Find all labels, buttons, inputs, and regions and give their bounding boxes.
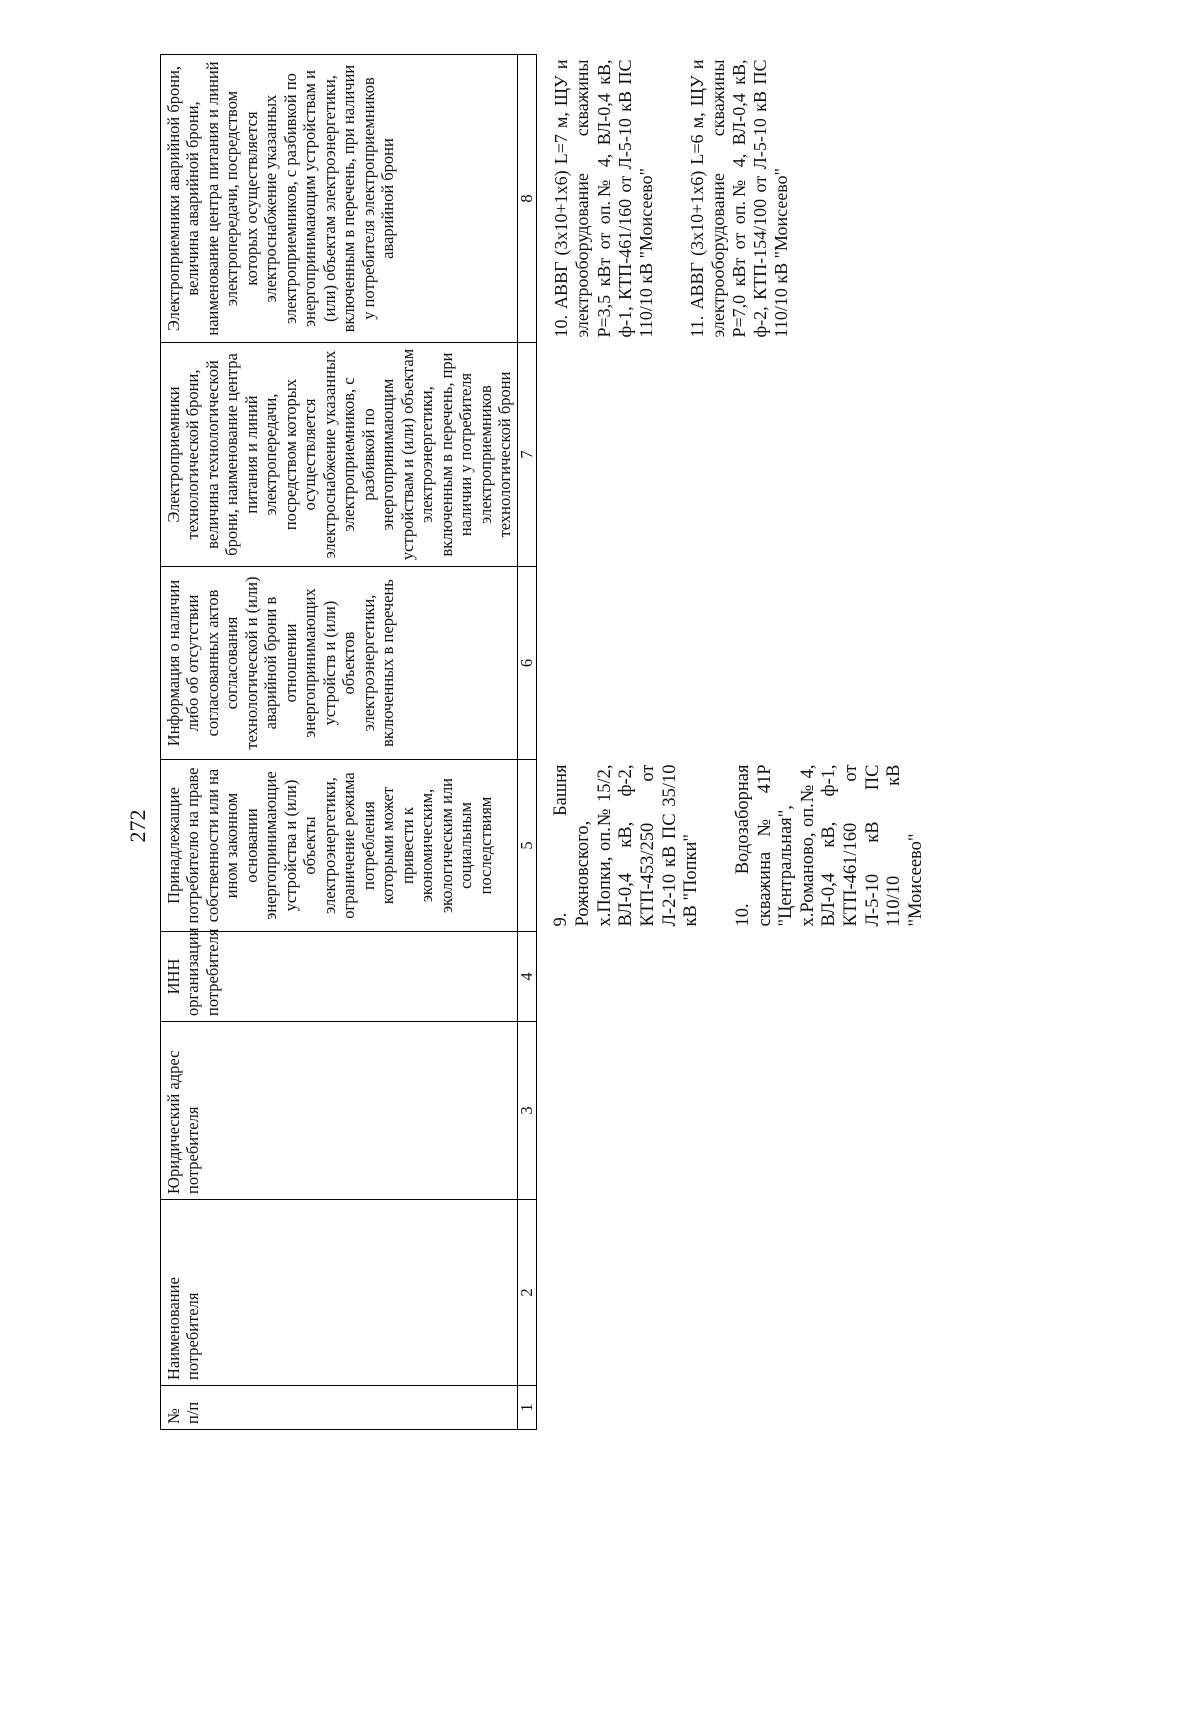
cell-acts-info (537, 567, 931, 760)
column-number: 3 (518, 1022, 537, 1200)
header-consumer-name: Наименование потребителя (161, 1200, 518, 1386)
header-emergency-reserve: Электроприемники аварийной брони, величина аварийной брони, наименование центра питания и линий электропередачи, посредством которых осуществляется электроснабжение указанных электроприемников, с разбивкой по энергопринимающим устройствам и (или) объектам электроэнергетики, включенным в перечень, при наличии у потребителя электроприемников аварийной брони (161, 55, 518, 343)
table-row (537, 55, 931, 1430)
emergency-entry: 11. АВВГ (3х10+1х6) L=6 м, ЩУ и электрооборудование скважины P=7,0 кВт от оп.№ 4, ВЛ-0,4 кВ, ф-2, КТП-154/100 от Л-5-10 кВ ПС 110/10 кВ "Моисеево" (686, 59, 791, 338)
header-devices: Принадлежащие потребителю на праве собственности или на ином законном основании энергопринимающие устройства и (или) объекты электроэнергетики, ограничение режима потребления которыми может привести к экономическим, экологическим или социальным последствиям (161, 760, 518, 932)
column-number: 8 (518, 55, 537, 343)
header-tech-reserve: Электроприемники технологической брони, величина технологической брони, наименование центра питания и линий электропередачи, посредством которых осуществляется электроснабжение указанных электроприемников, с разбивкой по энергопринимающим устройствам и (или) объектам электроэнергетики, включенным в перечень, при наличии у потребителя электроприемников технологической брони (161, 343, 518, 567)
cell-index (537, 1386, 931, 1430)
page-number: 272 (125, 809, 150, 843)
consumer-table (160, 54, 931, 1430)
cell-consumer-name (537, 1200, 931, 1386)
device-entry: 10. Водозаборная скважина № 41Р "Центральная", х.Романово, оп.№ 4, ВЛ-0,4 кВ, ф-1, КТП-461/160 от Л-5-10 кВ ПС 110/10 кВ "Моисеево" (732, 764, 927, 927)
device-entry: 9. Башня Рожновского, х.Попки, оп.№ 15/2, ВЛ-0,4 кВ, ф-2, КТП-453/250 от Л-2-10 кВ ПС 35/10 кВ "Попки" (551, 764, 702, 927)
cell-devices (537, 760, 931, 932)
column-number: 7 (518, 343, 537, 567)
cell-legal-address (537, 1022, 931, 1200)
cell-emergency-reserve (537, 55, 931, 343)
column-number: 4 (518, 932, 537, 1022)
header-legal-address: Юридический адрес потребителя (161, 1022, 518, 1200)
header-row (161, 55, 518, 1430)
header-index: № п/п (161, 1386, 518, 1430)
rotated-table-frame (160, 55, 1075, 1430)
column-number: 1 (518, 1386, 537, 1430)
header-inn: ИНН организации потребителя (161, 932, 518, 1022)
header-acts-info: Информация о наличии либо об отсутствии согласованных актов согласования технологической и (или) аварийной брони в отношении энергопринимающих устройств и (или) объектов электроэнергетики, включенных в перечень (161, 567, 518, 760)
emergency-entry: 10. АВВГ (3х10+1х6) L=7 м, ЩУ и электрооборудование скважины P=3,5 кВт от оп.№ 4, ВЛ-0,4 кВ, ф-1, КТП-461/160 от Л-5-10 кВ ПС 110/10 кВ "Моисеево" (551, 59, 656, 338)
column-number-row (518, 55, 537, 1430)
column-number: 6 (518, 567, 537, 760)
column-number: 5 (518, 760, 537, 932)
column-number: 2 (518, 1200, 537, 1386)
cell-tech-reserve (537, 343, 931, 567)
cell-inn (537, 932, 931, 1022)
